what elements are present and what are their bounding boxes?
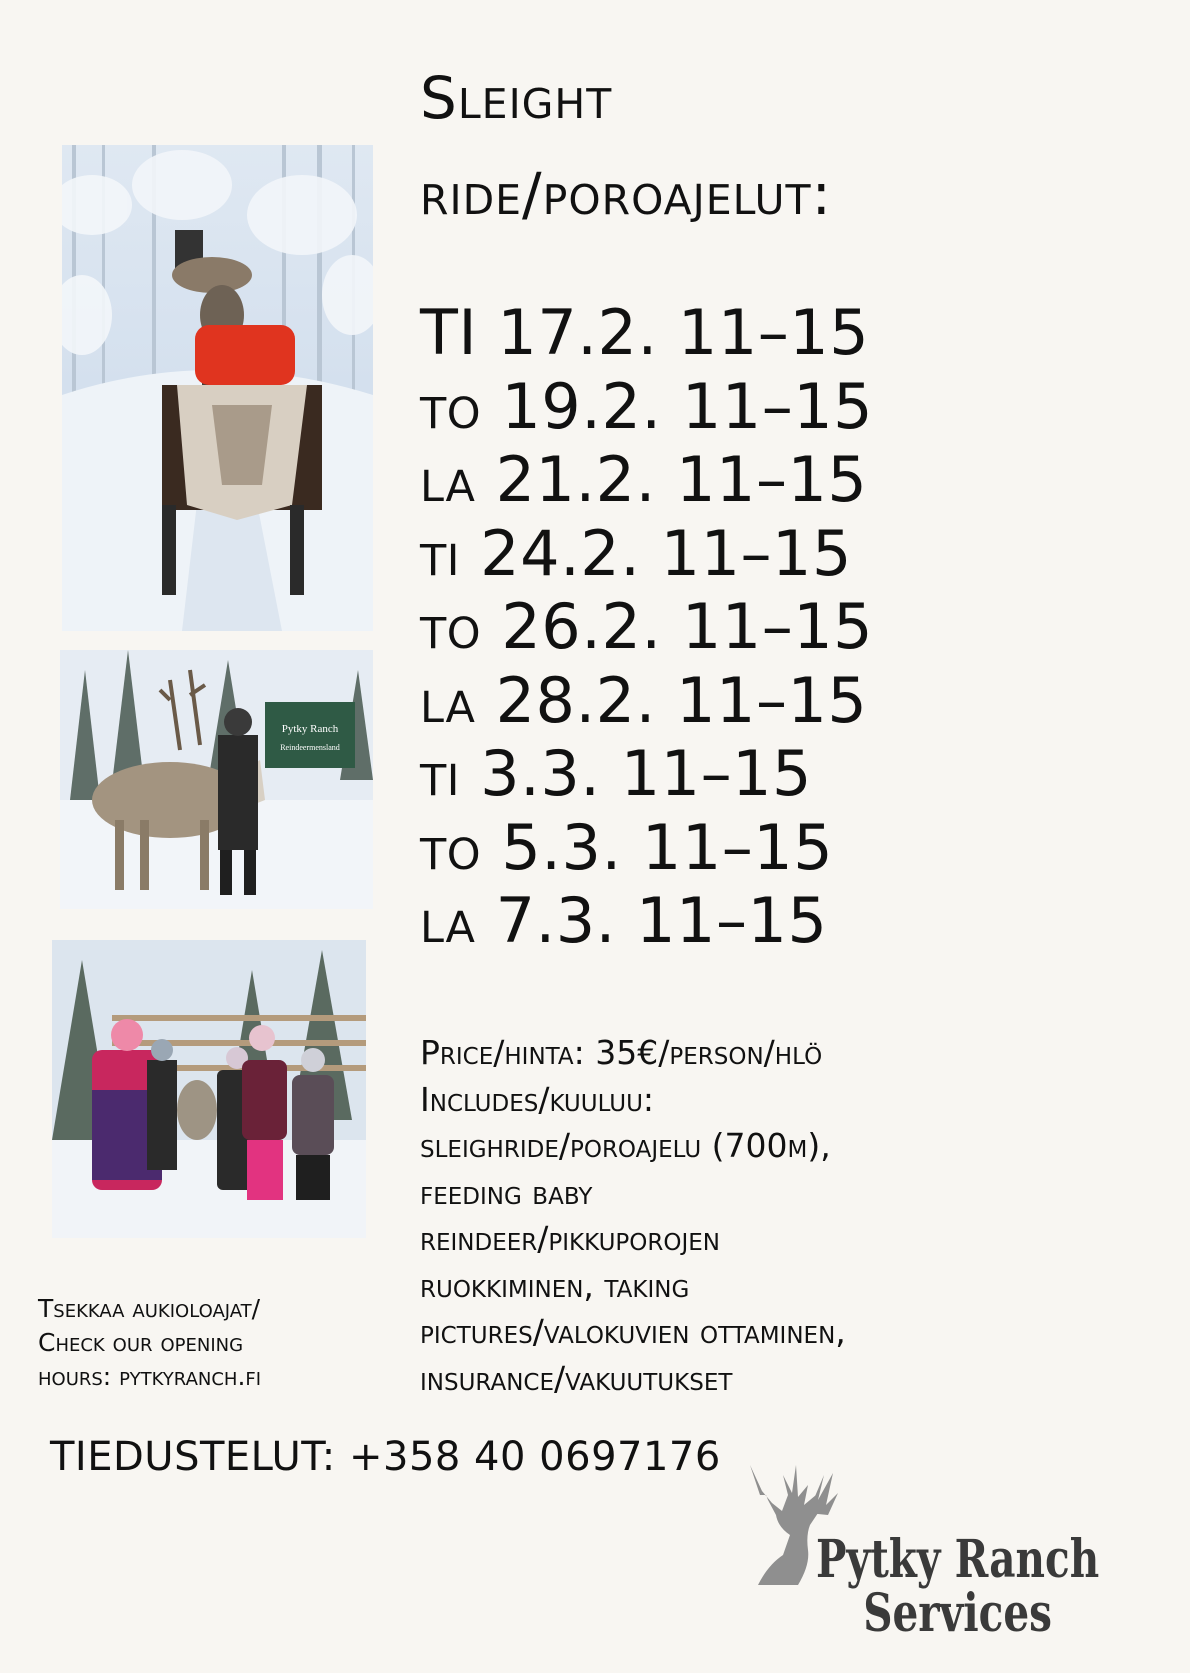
- schedule-list: [420, 296, 873, 958]
- company-logo: [738, 1455, 1100, 1644]
- photo-sleigh-ride: [62, 145, 373, 631]
- schedule-item: ti 3.3. 11–15: [420, 737, 812, 810]
- schedule-item: to 26.2. 11–15: [420, 590, 874, 663]
- includes-line: feeding baby: [420, 1172, 593, 1212]
- info-block: [420, 1030, 1120, 1402]
- includes-heading: Includes/kuuluu:: [420, 1079, 655, 1119]
- logo-line-1: Pytky Ranch: [816, 1529, 1100, 1590]
- title-line-1: Sleight: [420, 64, 613, 132]
- logo-text: [816, 1529, 1100, 1644]
- includes-line: pictures/valokuvien ottaminen,: [420, 1312, 846, 1351]
- includes-line: reindeer/pikkuporojen: [420, 1219, 720, 1258]
- schedule-item: la 7.3. 11–15: [420, 884, 828, 957]
- schedule-item: ti 24.2. 11–15: [420, 516, 852, 590]
- schedule-item: TI 17.2. 11–15: [420, 296, 870, 369]
- sign-line-1: Pytky Ranch: [281, 723, 339, 735]
- schedule-item: to 19.2. 11–15: [420, 369, 874, 443]
- photo-reindeer-handler: [60, 650, 373, 909]
- opening-hours-note: [38, 1292, 398, 1394]
- page-edge: [1190, 0, 1202, 1673]
- contact-phone: TIEDUSTELUT: +358 40 0697176: [50, 1434, 721, 1480]
- includes-line: sleighride/poroajelu (700m),: [420, 1126, 831, 1165]
- includes-line: ruokkiminen, taking: [420, 1265, 690, 1305]
- logo-line-2: Services: [863, 1583, 1052, 1644]
- price-line: Price/hinta: 35€/person/hlö: [420, 1033, 823, 1072]
- schedule-item: la 21.2. 11–15: [420, 443, 868, 516]
- title-line-2: ride/poroajelut:: [420, 160, 833, 228]
- note-line-1: Tsekkaa aukioloajat/: [38, 1294, 261, 1323]
- photo-family-reindeer: [52, 940, 366, 1238]
- includes-line: insurance/vakuutukset: [420, 1358, 733, 1398]
- schedule-item: la 28.2. 11–15: [420, 663, 868, 737]
- note-line-2: Check our opening: [38, 1328, 244, 1357]
- poster-title: [420, 50, 1160, 242]
- note-line-3: hours: pytkyranch.fi: [38, 1362, 262, 1391]
- sign-line-2: Reindeermensland: [280, 743, 340, 752]
- schedule-item: to 5.3. 11–15: [420, 810, 834, 884]
